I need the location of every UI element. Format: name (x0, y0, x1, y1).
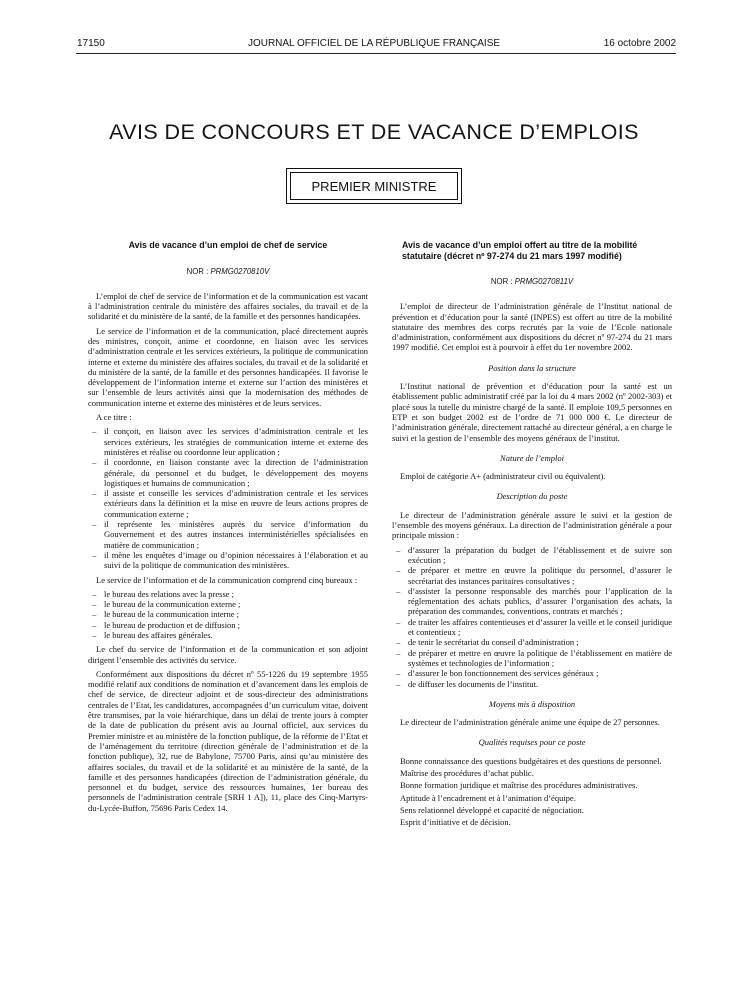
right-paragraph: L’emploi de directeur de l’administration générale de l’Institut national de prévention et d’éducation pour la santé (INPES) est offert au titre de la mobilité statutaire des membres des corps recrutés par la voie de l’Ecole nationale d’administration, conformément aux dispositions du décret nº 97-274 du 21 mars 1997 modifié. Cet emploi est à pourvoir à effet du 1er novembre 2002. (392, 301, 672, 353)
left-paragraph: Le chef du service de l’information et de la communication et son adjoint dirigent l’ensemble des activités du service. (88, 644, 368, 665)
section-heading: Description du poste (496, 491, 568, 502)
page-header (0, 38, 748, 52)
section-heading: Qualités requises pour ce poste (478, 737, 586, 748)
list-item: Aptitude à l’encadrement et à l’animation d’équipe. (400, 792, 576, 803)
left-bureaux-list (88, 589, 368, 640)
page-number: 17150 (77, 38, 105, 49)
list-item: – d’assurer le bon fonctionnement des services généraux ; (392, 668, 672, 678)
left-notice-title: Avis de vacance d’un emploi de chef de service (128, 240, 328, 250)
right-missions-list (392, 545, 672, 689)
section-box-label: PREMIER MINISTRE (311, 178, 437, 194)
main-title: AVIS DE CONCOURS ET DE VACANCE D’EMPLOIS (109, 120, 639, 144)
list-item: – le bureau de production et de diffusion ; (88, 620, 368, 630)
right-paragraph: Le directeur de l’administration générale anime une équipe de 27 personnes. (400, 717, 660, 728)
list-item: Sens relationnel développé et capacité de négociation. (400, 804, 584, 815)
right-nor (392, 277, 672, 287)
header-rule (76, 53, 676, 54)
left-nor (88, 267, 368, 277)
issue-date: 16 octobre 2002 (603, 38, 676, 49)
section-heading: Moyens mis à disposition (488, 698, 576, 709)
list-item: – d’assurer la préparation du budget de l’établissement et de suivre son exécution ; (392, 545, 672, 566)
left-nor-code: PRMG0270810V (210, 266, 270, 276)
section-heading: Position dans la structure (488, 362, 576, 373)
qualities-list (392, 756, 672, 828)
list-item: – il représente les ministères auprès du service d’information du Gouvernement et des autres instances interministérielles spécialisées en matière de communication ; (88, 519, 368, 550)
section-box (290, 172, 458, 200)
journal-title: JOURNAL OFFICIEL DE LA RÉPUBLIQUE FRANÇAISE (247, 38, 501, 49)
list-item: – il coordonne, en liaison constante avec la direction de l’administration générale, du personnel et du budget, le développement des moyens logistiques et humains de communication ; (88, 457, 368, 488)
right-notice-title: Avis de vacance d’un emploi offert au titre de la mobilité statutaire (décret nº 97-274 du 21 mars 1997 modifié) (402, 240, 638, 261)
list-item: – le bureau des affaires générales. (88, 630, 368, 640)
list-item: Bonne connaissance des questions budgétaires et des questions de personnel. (400, 755, 662, 766)
right-nor-label: NOR : (490, 277, 513, 286)
list-item: – de préparer et mettre en œuvre la politique de l’établissement en matière de systèmes et technologies de l’information ; (392, 648, 672, 669)
left-paragraph: Conformément aux dispositions du décret nº 55-1226 du 19 septembre 1955 modifié relatif aux conditions de nomination et d’avancement dans les emplois de chef de service, de directeur adjoint et de sous-directeur des administrations centrales de l’Etat, les candidatures, accompagnées d’un curriculum vitae, doivent être transmises, par la voie hiérarchique, dans un délai de trente jours à compter de la date de publication du présent avis au Journal officiel, aux services du Premier ministre et au ministère de la fonction publique, de la réforme de l’Etat et de l’aménagement du territoire (direction générale de l’administration et de la fonction publique), 32, rue de Babylone, 75700 Paris, ainsi qu’au ministère des affaires sociales, du travail et de la solidarité et au ministère de la santé, de la famille et des personnes handicapées (direction de l’administration générale, du personnel et du budget, service des ressources humaines, 1er bureau des personnels de l’administration centrale [SRH 1 A]), 11, place des Cinq-Martyrs-du-Lycée-Buffon, 75696 Paris Cedex 14. (88, 668, 368, 813)
list-item: – de diffuser les documents de l’institut. (392, 679, 672, 689)
list-item: – de traiter les affaires contentieuses et d’assurer la veille et le conseil juridique et contentieux ; (392, 617, 672, 638)
list-item: – il conçoit, en liaison avec les services d’administration centrale et les services extérieurs, les stratégies de communication interne et externe des ministères et réalise ou coordonne leur application ; (88, 426, 368, 457)
right-nor-code: PRMG0270811V (514, 277, 574, 286)
list-item: Bonne formation juridique et maîtrise des procédures administratives. (400, 780, 638, 791)
left-nor-label: NOR : (186, 266, 209, 276)
list-item: – de tenir le secrétariat du conseil d’administration ; (392, 637, 672, 647)
list-item: – de préparer et mettre en œuvre la politique du personnel, d’assurer le secrétariat des instances paritaires consultatives ; (392, 565, 672, 586)
right-column (392, 240, 672, 829)
list-item: – le bureau de la communication interne ; (88, 609, 368, 619)
left-paragraph: Le service de l’information et de la communication comprend cinq bureaux : (96, 574, 358, 585)
list-item: – le bureau de la communication externe ; (88, 599, 368, 609)
list-item: – il mène les enquêtes d’image ou d’opinion nécessaires à l’élaboration et au suivi de la politique de communication des ministères. (88, 550, 368, 571)
right-paragraph: L’Institut national de prévention et d’éducation pour la santé est un établissement public administratif créé par la loi du 4 mars 2002 (nº 2002-303) et placé sous la tutelle du ministre chargé de la santé. Il emploie 109,5 personnes en ETP et son budget 2002 est de l’ordre de 71 000 000 €. Le directeur de l’administration générale, directement rattaché au directeur général, a en charge le suivi et la gestion de l’ensemble des moyens généraux de l’institut. (392, 381, 672, 443)
left-paragraph: L’emploi de chef de service de l’information et de la communication est vacant à l’administration centrale du ministère des affaires sociales, du travail et de la solidarité et du ministère de la santé, de la famille et des personnes handicapées. (88, 290, 368, 322)
left-missions-list (88, 426, 368, 570)
left-column (88, 240, 368, 817)
section-heading: Nature de l’emploi (500, 452, 564, 463)
list-item: – il assiste et conseille les services d’administration centrale et les services extérieurs dans la définition et la mise en œuvre de leurs actions propres de communication externe ; (88, 488, 368, 519)
list-item: Esprit d’initiative et de décision. (400, 817, 511, 828)
list-item: – d’assister la personne responsable des marchés pour l’application de la réglementation des achats publics, d’assurer l’organisation des achats, la préparation des commandes, conventions, contrats et marchés ; (392, 586, 672, 617)
right-paragraph: Le directeur de l’administration générale assure le suivi et la gestion de l’ensemble des moyens généraux. La direction de l’administration générale a pour principale mission : (392, 509, 672, 541)
list-item: – le bureau des relations avec la presse ; (88, 589, 368, 599)
left-paragraph: A ce titre : (96, 412, 132, 423)
left-paragraph: Le service de l’information et de la communication, placé directement auprès des ministres, conçoit, anime et coordonne, en liaison avec les services d’administration centrale et les services extérieurs, la politique de communication interne et externe du ministère des affaires sociales, du travail et de la solidarité et du ministère de la santé, de la famille et des personnes handicapées. Il favorise le développement de l’information interne et externe sur l’action des ministères et sur l’ensemble de leurs activités ainsi que la modernisation des méthodes de communication interne et externe des ministères et de leurs services. (88, 325, 368, 408)
right-paragraph: Emploi de catégorie A+ (administrateur civil ou équivalent). (400, 471, 606, 482)
list-item: Maîtrise des procédures d’achat public. (400, 767, 534, 778)
